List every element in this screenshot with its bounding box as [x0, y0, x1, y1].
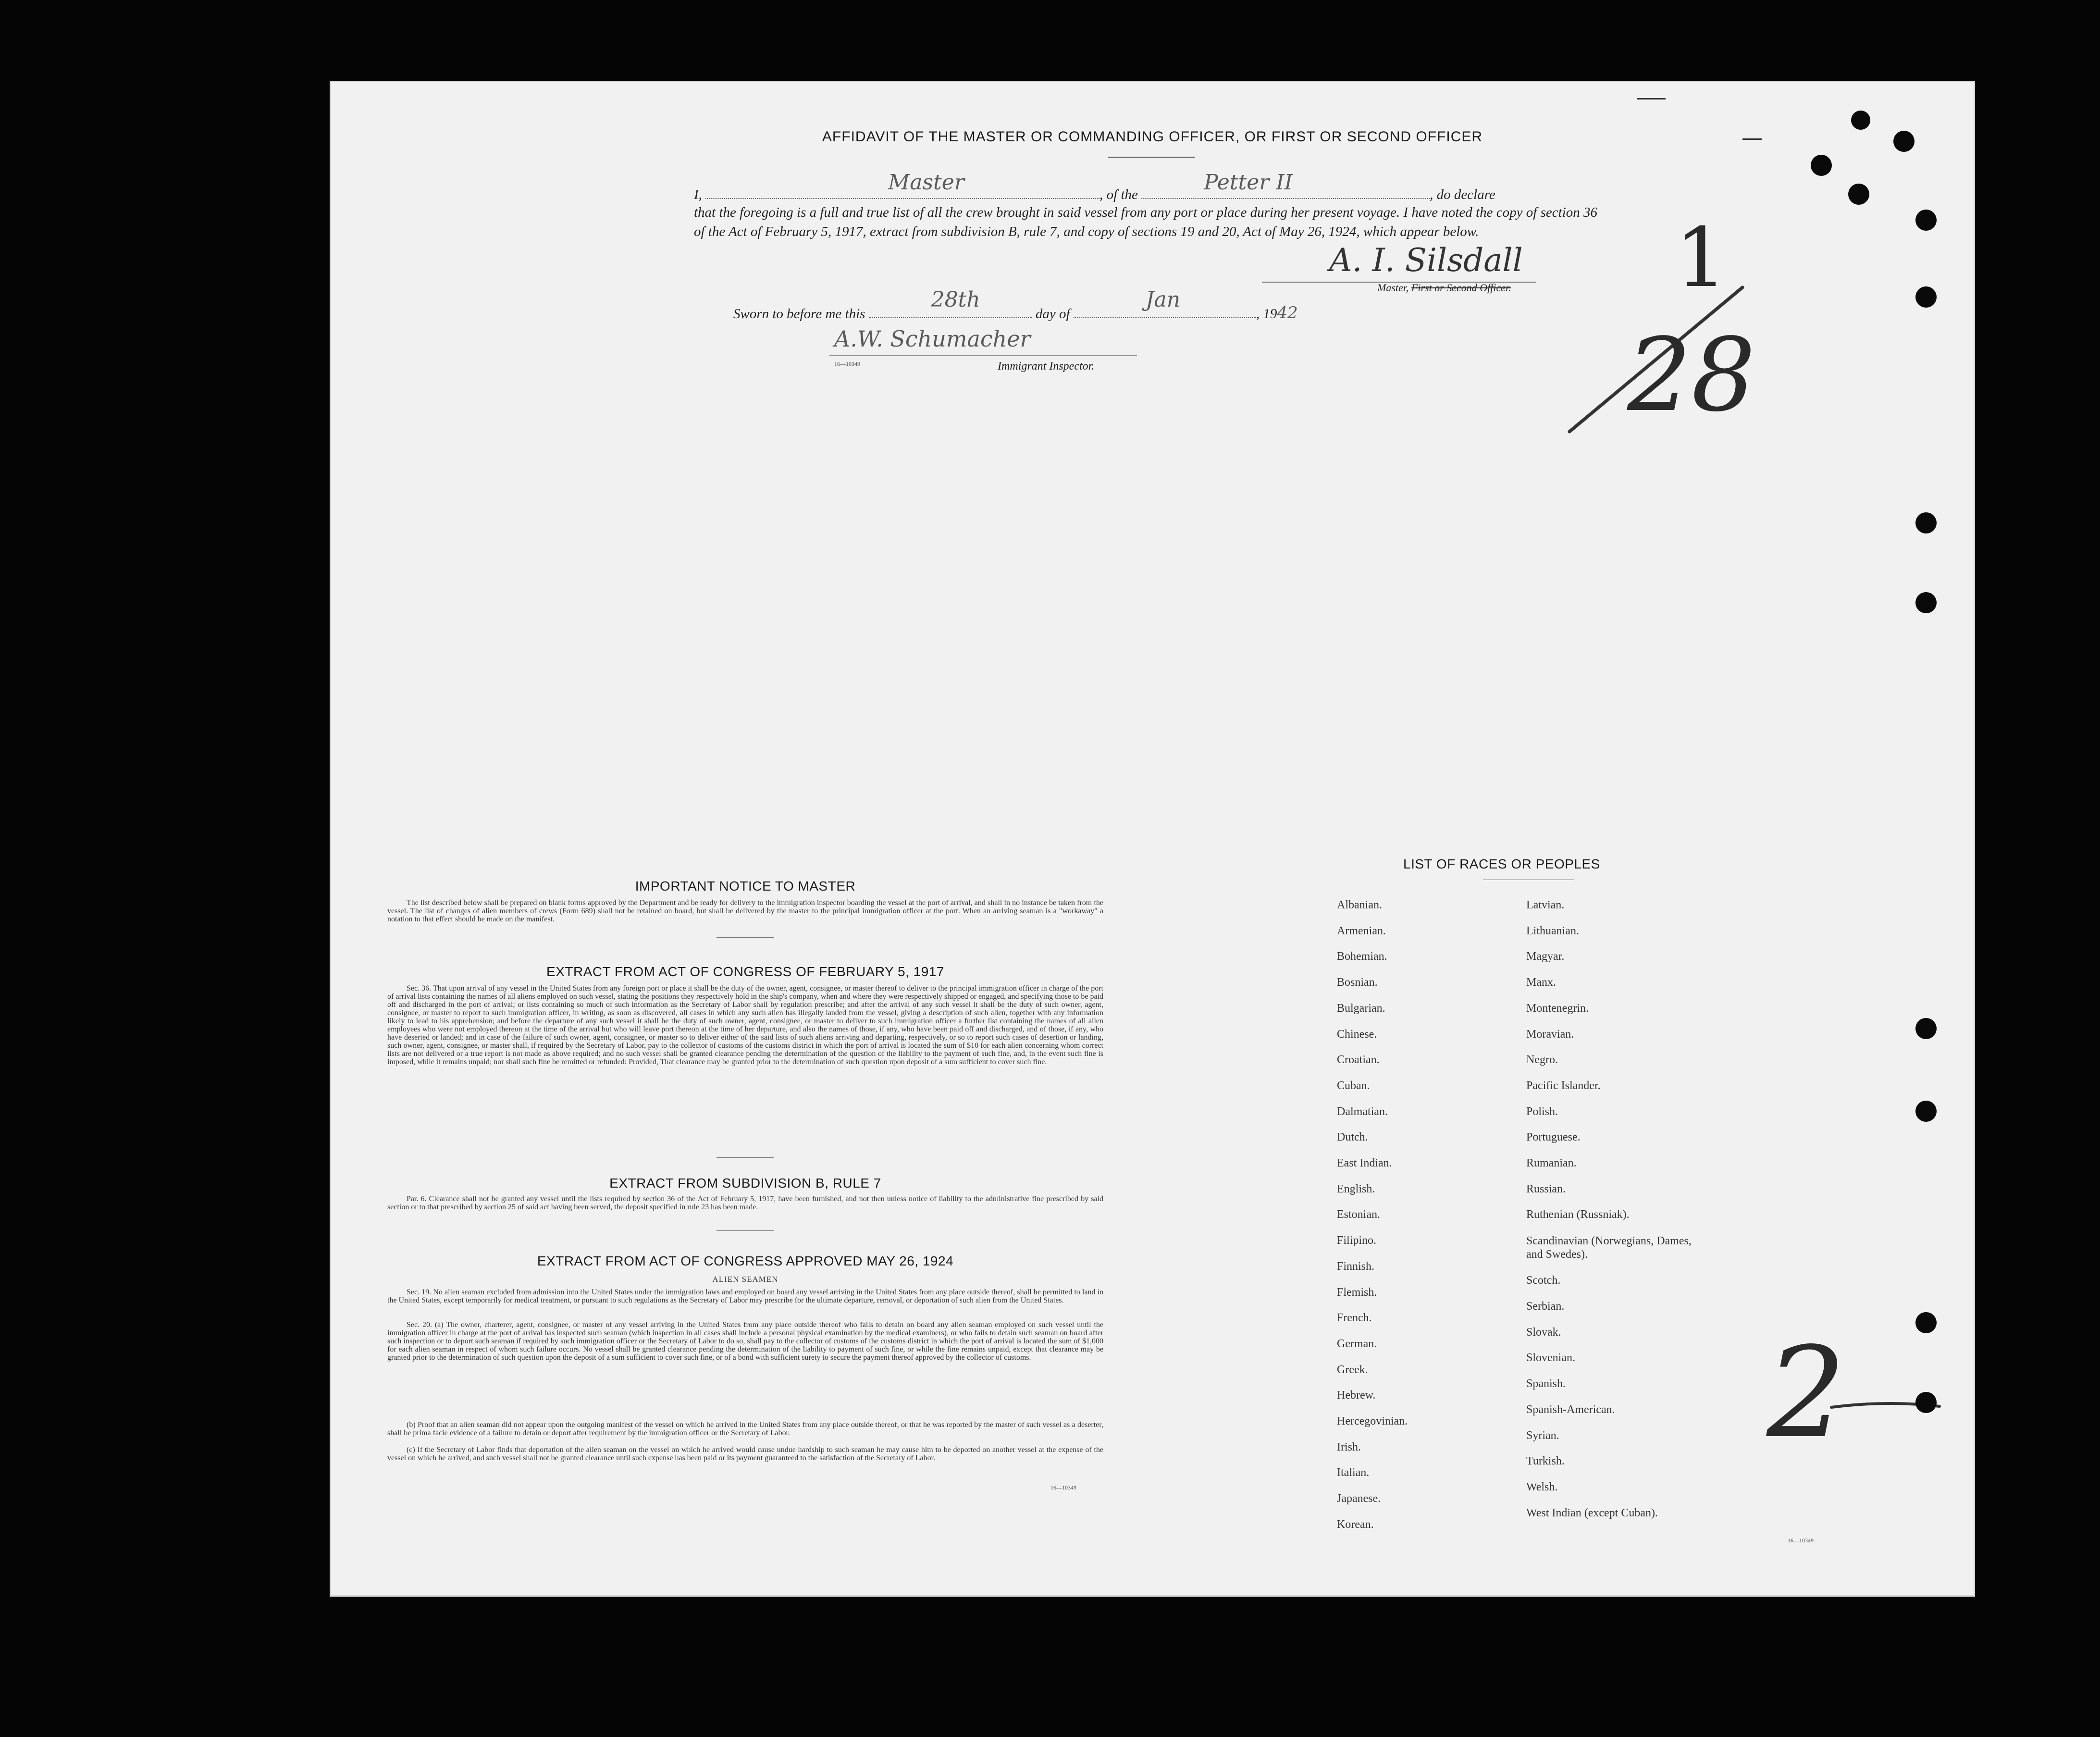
declaration-line — [694, 170, 1939, 204]
sec20c-text: (c) If the Secretary of Labor finds that deportation of the alien seaman on the vessel on which he arrived would cause undue hardship to such seaman he may cause him to be deported on another vessel at the expense of the vessel on which he arrived, and such vessel shall not be granted clearance until such expense has been paid or its payment guaranteed to the satisfaction of the Secretary of Labor. — [387, 1446, 1103, 1462]
declaration-i: I, — [694, 187, 702, 202]
punch-hole — [1915, 1018, 1937, 1039]
race-item: Manx. — [1526, 976, 1556, 989]
race-item: Spanish. — [1526, 1377, 1566, 1390]
race-item: Latvian. — [1526, 899, 1565, 911]
race-item: Hercegovinian. — [1337, 1415, 1408, 1427]
affidavit-title: AFFIDAVIT OF THE MASTER OR COMMANDING OFFICER, OR FIRST OR SECOND OFFICER — [822, 129, 1483, 145]
punch-hole — [1915, 210, 1937, 231]
sec20b-text: (b) Proof that an alien seaman did not appear upon the outgoing manifest of the vessel on which he arrived in the United States from any place outside thereof, or that he was reported by the master of such vessel as a deserter, shall be prima facie evidence of a failure to detain or deport after requirement by the immigration officer or the Secretary of Labor. — [387, 1421, 1103, 1437]
race-item: Lithuanian. — [1526, 924, 1579, 937]
title-rule — [1108, 157, 1195, 158]
sec19-text: Sec. 19. No alien seaman excluded from admission into the United States under the immigration laws and employed on board any vessel arriving in the United States from any place outside thereof, shall be permitted to land in the United States, except temporarily for medical treatment, or pursuant to such regulations as the Secretary of Labor may prescribe for the ultimate departure, removal, or deportation of such alien from the United States. — [387, 1288, 1103, 1304]
inspector-caption: Immigrant Inspector. — [998, 360, 1095, 372]
race-item: East Indian. — [1337, 1157, 1392, 1169]
race-item: Serbian. — [1526, 1300, 1565, 1313]
race-item: Greek. — [1337, 1363, 1368, 1376]
race-item: Finnish. — [1337, 1260, 1375, 1273]
inspector-signature: A.W. Schumacher — [834, 326, 1031, 352]
handwritten-day: 28th — [931, 287, 980, 312]
notice-text: The list described below shall be prepared on blank forms approved by the Department and be ready for delivery to the immigration inspector boarding the vessel at the port of arrival, and shall in no instance be taken from the vessel. The list of changes of alien members of crews (Form 689) shall not be retained on board, but shall be delivered by the master to the principal immigration officer at the port. When an arriving seaman is a "workaway" a notation to that effect should be made on the manifest. — [387, 899, 1103, 923]
signature-caption — [1377, 282, 1511, 294]
races-title: LIST OF RACES OR PEOPLES — [1403, 856, 1600, 871]
punch-hole — [1893, 131, 1915, 152]
master-signature: A. I. Silsdall — [1329, 242, 1523, 279]
extract-form-number: 16—10349 — [1050, 1484, 1076, 1491]
race-item: Filipino. — [1337, 1234, 1377, 1247]
race-item: Moravian. — [1526, 1028, 1574, 1041]
document-page — [330, 81, 1975, 1597]
rank-blank — [705, 170, 1099, 199]
race-item: Magyar. — [1526, 950, 1565, 963]
punch-hole — [1915, 512, 1937, 534]
punch-hole — [1915, 1312, 1937, 1333]
race-item: Spanish-American. — [1526, 1403, 1615, 1416]
extract-1917-rule — [716, 1157, 774, 1158]
sec20a-text: Sec. 20. (a) The owner, charterer, agent, consignee, or master of any vessel arriving in the United States from any place outside thereof who fails to detain on board any alien seaman employed on such vessel until the immigration officer in charge at the port of arrival has inspected such seaman (which inspection in all cases shall include a personal physical examination by the medical examiners), or who fails to detain such seaman on board after such inspection or to deport such seaman if required by such immigration officer or the Secretary of Labor to do so, shall pay to the collector of customs of the customs district in which the port of arrival is located the sum of $1,000 for each alien seaman in respect of whom such failure occurs. No vessel shall be granted clearance pending the determination of the liability to payment of such fine, or while the fine remains unpaid, except that clearance may be granted prior to the determination of such question upon the deposit of a sum sufficient to cover such fine, or of a bond with sufficient surety to secure the payment thereof approved by the collector of customs. — [387, 1321, 1103, 1362]
punch-hole — [1851, 111, 1870, 130]
race-item: Bulgarian. — [1337, 1002, 1385, 1015]
race-item: Italian. — [1337, 1466, 1370, 1479]
fraction-bottom: 28 — [1627, 316, 1756, 434]
race-item: Chinese. — [1337, 1028, 1377, 1041]
race-item: Welsh. — [1526, 1480, 1558, 1493]
punch-hole — [1915, 1101, 1937, 1122]
notice-title: IMPORTANT NOTICE TO MASTER — [635, 879, 856, 893]
race-item: Croatian. — [1337, 1054, 1380, 1067]
month-blank — [1074, 287, 1256, 318]
race-item: Japanese. — [1337, 1492, 1381, 1505]
handwritten-year: 42 — [1277, 303, 1298, 323]
race-item: Bohemian. — [1337, 950, 1387, 963]
extract-1924-subtitle: ALIEN SEAMEN — [712, 1275, 778, 1284]
race-item: Turkish. — [1526, 1455, 1565, 1468]
race-item: Negro. — [1526, 1054, 1558, 1067]
punch-hole — [1848, 184, 1869, 205]
race-item: Albanian. — [1337, 899, 1382, 911]
fraction-top: 1 — [1675, 211, 1728, 306]
race-item: Bosnian. — [1337, 976, 1378, 989]
sworn-day-of: day of — [1035, 306, 1070, 322]
race-item: Scotch. — [1526, 1274, 1561, 1287]
extract-1924-title: EXTRACT FROM ACT OF CONGRESS APPROVED MAY 26, 1924 — [537, 1253, 954, 1268]
extract-1917-text: Sec. 36. That upon arrival of any vessel in the United States from any foreign port or place it shall be the duty of the owner, agent, consignee, or master thereof to deliver to the principal immigration officer in charge of the port of arrival lists containing the names of all aliens employed on such vessel, stating the positions they respectively hold in the ship's company, when and where they were respectively shipped or engaged, and specifying those to be paid off and discharged in the port of arrival; or lists containing so much of such information as the Secretary of Labor shall by regulation prescribe; and after the arrival of any such vessel it shall be the duty of such owner, agent, consignee, or master to report to such immigration officer, in writing, as soon as discovered, all cases in which any such alien has illegally landed from the vessel, giving a description of such alien, together with any information likely to lead to his apprehension; and before the departure of any such vessel it shall be the duty of such owner, agent, consignee, or master to deliver to such immigration officer a further list containing the names of all alien employees who were not employed thereon at the time of the arrival but who will leave port thereon at the time of her departure, and also the names of those, if any, who have been paid off and discharged, and of those, if any, who have deserted or landed; and in case of the failure of such owner, agent, consignee, or master so to deliver either of the said lists of such aliens arriving and departing, respectively, or so to report such cases of desertion or landing, such owner, agent, consignee, or master shall, if required by the Secretary of Labor, pay to the collector of customs of the customs district in which the port of arrival is located the sum of $10 for each alien concerning whom correct lists are not delivered or a true report is not made as above required; and no such vessel shall be granted clearance pending the determination of the question of the liability to the payment of such fine, and, in the event such fine is imposed, while it remains unpaid; nor shall such fine be remitted or refunded: Provided, That clearance may be granted prior to the determination of such question upon deposit of a sum sufficient to cover such fine. — [387, 984, 1103, 1066]
race-item: Dalmatian. — [1337, 1105, 1388, 1118]
race-item: West Indian (except Cuban). — [1526, 1506, 1658, 1519]
notice-rule — [716, 937, 774, 938]
sworn-prefix: Sworn to before me this — [733, 306, 865, 322]
race-item: Scandinavian (Norwegians, Dames, and Swedes). — [1526, 1235, 1692, 1261]
declaration-do-declare: , do declare — [1430, 187, 1495, 202]
extract-rule7-title: EXTRACT FROM SUBDIVISION B, RULE 7 — [609, 1176, 881, 1191]
inspector-line — [829, 355, 1137, 356]
race-item: Cuban. — [1337, 1079, 1370, 1092]
punch-hole — [1811, 155, 1832, 176]
vessel-blank — [1141, 170, 1430, 199]
handwritten-rank: Master — [888, 170, 964, 195]
race-item: Polish. — [1526, 1105, 1558, 1118]
declaration-of-the: , of the — [1099, 187, 1138, 202]
sworn-line — [733, 287, 1298, 323]
extract-1917-title: EXTRACT FROM ACT OF CONGRESS OF FEBRUARY 5, 1917 — [546, 964, 944, 979]
race-item: Slovenian. — [1526, 1352, 1575, 1365]
punch-hole — [1915, 286, 1937, 308]
handwritten-page-number: 2 — [1766, 1321, 1846, 1466]
race-item: Korean. — [1337, 1518, 1374, 1531]
race-item: French. — [1337, 1312, 1372, 1325]
race-item: Syrian. — [1526, 1429, 1559, 1442]
sworn-year-prefix: , 19 — [1256, 306, 1277, 322]
affidavit-form-number: 16—10349 — [834, 360, 860, 367]
scan-speck — [1637, 98, 1666, 99]
scan-speck — [1742, 138, 1762, 140]
declaration-body: that the foregoing is a full and true list of all the crew brought in said vessel from any port or place during her present voyage. I have noted the copy of section 36 of the Act of February 5, 1917, extract from subdivision B, rule 7, and copy of sections 19 and 20, Act of May 26, 1924, which appear below. — [694, 205, 1597, 239]
race-item: Ruthenian (Russniak). — [1526, 1208, 1630, 1221]
race-item: Irish. — [1337, 1440, 1361, 1453]
race-item: German. — [1337, 1337, 1377, 1350]
race-item: Russian. — [1526, 1182, 1566, 1195]
race-item: Dutch. — [1337, 1131, 1368, 1144]
race-item: English. — [1337, 1182, 1375, 1195]
day-blank — [869, 287, 1032, 318]
caption-master: Master, — [1377, 282, 1411, 294]
race-item: Pacific Islander. — [1526, 1079, 1601, 1092]
race-item: Slovak. — [1526, 1326, 1561, 1339]
punch-hole — [1915, 1392, 1937, 1413]
punch-hole — [1915, 592, 1937, 613]
race-item: Montenegrin. — [1526, 1002, 1589, 1015]
race-item: Hebrew. — [1337, 1389, 1376, 1402]
handwritten-month: Jan — [1145, 287, 1181, 312]
race-item: Estonian. — [1337, 1208, 1380, 1221]
extract-rule7-text: Par. 6. Clearance shall not be granted any vessel until the lists required by section 36 of the Act of February 5, 1917, have been furnished, and not then unless notice of liability to the administrative fine prescribed by said section or to that prescribed by section 25 of said act having been served, the deposit specified in rule 23 has been made. — [387, 1195, 1103, 1211]
races-form-number: 16—10349 — [1788, 1537, 1814, 1544]
race-item: Armenian. — [1337, 924, 1386, 937]
caption-struck-officer: First or Second Officer. — [1411, 282, 1511, 294]
race-item: Portuguese. — [1526, 1131, 1581, 1144]
extract-rule7-rule — [716, 1230, 774, 1231]
race-item: Flemish. — [1337, 1286, 1377, 1299]
race-item: Rumanian. — [1526, 1157, 1577, 1169]
handwritten-vessel: Petter II — [1204, 170, 1293, 195]
